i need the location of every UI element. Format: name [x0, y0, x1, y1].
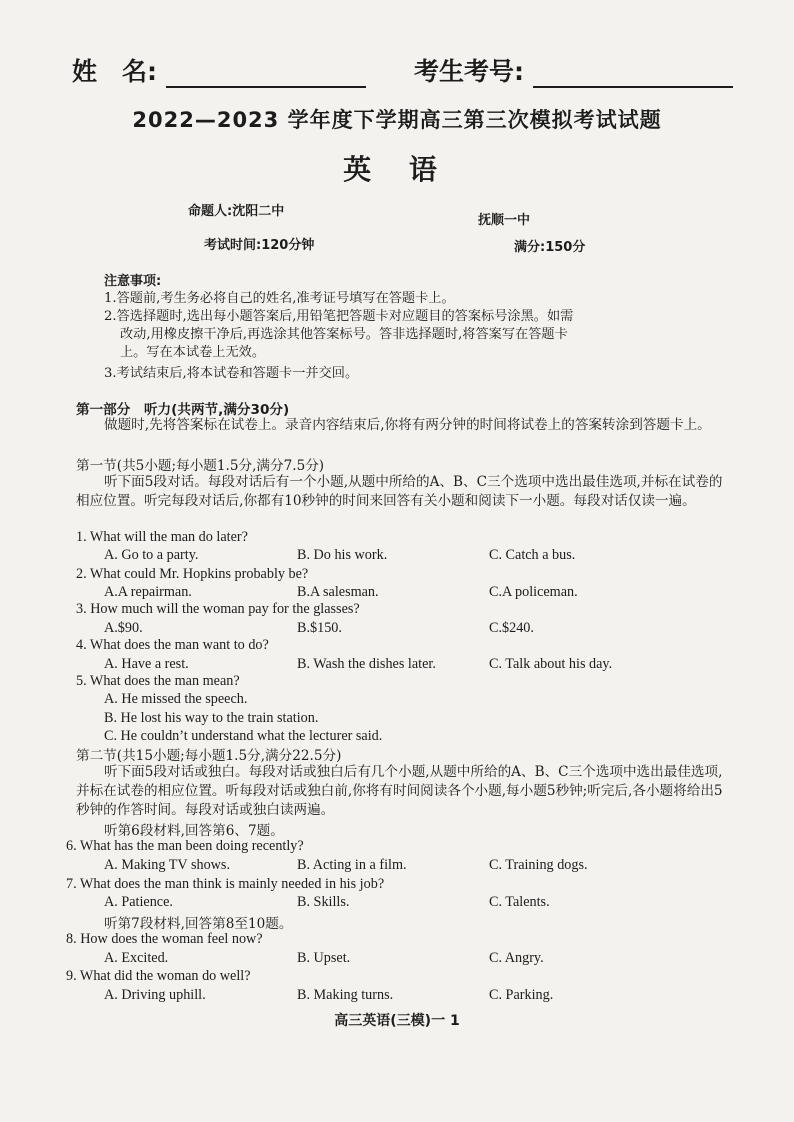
exam-title: 2022—2023 学年度下学期高三第三次模拟考试试题: [132, 108, 662, 132]
material-7-instruction: 听第7段材料,回答第8至10题。: [104, 916, 293, 932]
school-info: 抚顺一中: [478, 213, 531, 228]
option-8a[interactable]: A. Excited.: [104, 950, 169, 966]
option-1a[interactable]: A. Go to a party.: [104, 547, 199, 563]
option-1b[interactable]: B. Do his work.: [297, 547, 388, 563]
option-4c[interactable]: C. Talk about his day.: [489, 656, 613, 672]
option-8b[interactable]: B. Upset.: [297, 950, 351, 966]
option-1c[interactable]: C. Catch a bus.: [489, 547, 576, 563]
full-score: 满分:150分: [514, 240, 586, 255]
option-9a[interactable]: A. Driving uphill.: [104, 987, 206, 1003]
question-8: 8. How does the woman feel now?: [66, 931, 263, 947]
part1-heading: 第一部分 听力(共两节,满分30分): [76, 402, 290, 418]
section1-intro: 听下面5段对话。每段对话后有一个小题,从题中所给的A、B、C三个选项中选出最佳选项,并标在试卷的相应位置。听完每段对话后,你都有10秒钟的时间来回答有关小题和阅读下一小题。每段对话仅读一遍。: [76, 474, 723, 509]
note-item: 上。写在本试卷上无效。: [120, 345, 266, 360]
question-9: 9. What did the woman do well?: [66, 968, 251, 984]
notes-heading: 注意事项:: [104, 274, 162, 289]
option-5a[interactable]: A. He missed the speech.: [104, 691, 248, 707]
author-info: 命题人:沈阳二中: [188, 204, 285, 219]
option-3b[interactable]: B.$150.: [297, 620, 342, 636]
option-5b[interactable]: B. He lost his way to the train station.: [104, 710, 319, 726]
option-5c[interactable]: C. He couldn’t understand what the lecturer said.: [104, 728, 383, 744]
student-id-blank-line[interactable]: [533, 62, 733, 88]
subject-title: 英 语: [343, 153, 451, 186]
option-9b[interactable]: B. Making turns.: [297, 987, 394, 1003]
note-item: 2.答选择题时,选出每小题答案后,用铅笔把答题卡对应题目的答案标号涂黑。如需: [104, 309, 574, 324]
question-6: 6. What has the man been doing recently?: [66, 838, 304, 854]
option-2a[interactable]: A.A repairman.: [104, 584, 192, 600]
note-item: 1.答题前,考生务必将自己的姓名,准考证号填写在答题卡上。: [104, 291, 455, 306]
option-4b[interactable]: B. Wash the dishes later.: [297, 656, 436, 672]
option-7c[interactable]: C. Talents.: [489, 894, 550, 910]
option-6b[interactable]: B. Acting in a film.: [297, 857, 407, 873]
student-id-field: [414, 52, 733, 88]
note-item: 改动,用橡皮擦干净后,再选涂其他答案标号。答非选择题时,将答案写在答题卡: [120, 327, 568, 342]
option-2c[interactable]: C.A policeman.: [489, 584, 578, 600]
option-7b[interactable]: B. Skills.: [297, 894, 350, 910]
name-blank-line[interactable]: [166, 62, 366, 88]
question-2: 2. What could Mr. Hopkins probably be?: [76, 566, 309, 582]
section2-heading: 第二节(共15小题;每小题1.5分,满分22.5分): [76, 748, 342, 764]
question-5: 5. What does the man mean?: [76, 673, 240, 689]
question-3: 3. How much will the woman pay for the glasses?: [76, 601, 360, 617]
page-footer: 高三英语(三模)一 1: [334, 1013, 460, 1029]
name-label: 姓 名:: [72, 57, 157, 86]
option-9c[interactable]: C. Parking.: [489, 987, 554, 1003]
note-item: 3.考试结束后,将本试卷和答题卡一并交回。: [104, 366, 359, 381]
section2-intro: 听下面5段对话或独白。每段对话或独白后有几个小题,从题中所给的A、B、C三个选项中选出最佳选项,并标在试卷的相应位置。听每段对话或独白前,你将有时间阅读各个小题,每小题5秒钟;听完后,各小题将给出5秒钟的作答时间。每段对话或独白读两遍。: [76, 764, 723, 818]
student-id-label: 考生考号:: [414, 57, 524, 86]
option-3a[interactable]: A.$90.: [104, 620, 143, 636]
question-4: 4. What does the man want to do?: [76, 637, 269, 653]
option-6a[interactable]: A. Making TV shows.: [104, 857, 230, 873]
option-3c[interactable]: C.$240.: [489, 620, 534, 636]
question-7: 7. What does the man think is mainly needed in his job?: [66, 876, 385, 892]
option-6c[interactable]: C. Training dogs.: [489, 857, 588, 873]
option-2b[interactable]: B.A salesman.: [297, 584, 379, 600]
name-field: [72, 52, 366, 88]
option-4a[interactable]: A. Have a rest.: [104, 656, 189, 672]
material-6-instruction: 听第6段材料,回答第6、7题。: [104, 823, 284, 839]
question-1: 1. What will the man do later?: [76, 529, 248, 545]
option-7a[interactable]: A. Patience.: [104, 894, 173, 910]
option-8c[interactable]: C. Angry.: [489, 950, 544, 966]
section1-heading: 第一节(共5小题;每小题1.5分,满分7.5分): [76, 458, 325, 474]
part1-intro: 做题时,先将答案标在试卷上。录音内容结束后,你将有两分钟的时间将试卷上的答案转涂到答题卡上。: [104, 417, 711, 433]
exam-time: 考试时间:120分钟: [204, 238, 315, 253]
